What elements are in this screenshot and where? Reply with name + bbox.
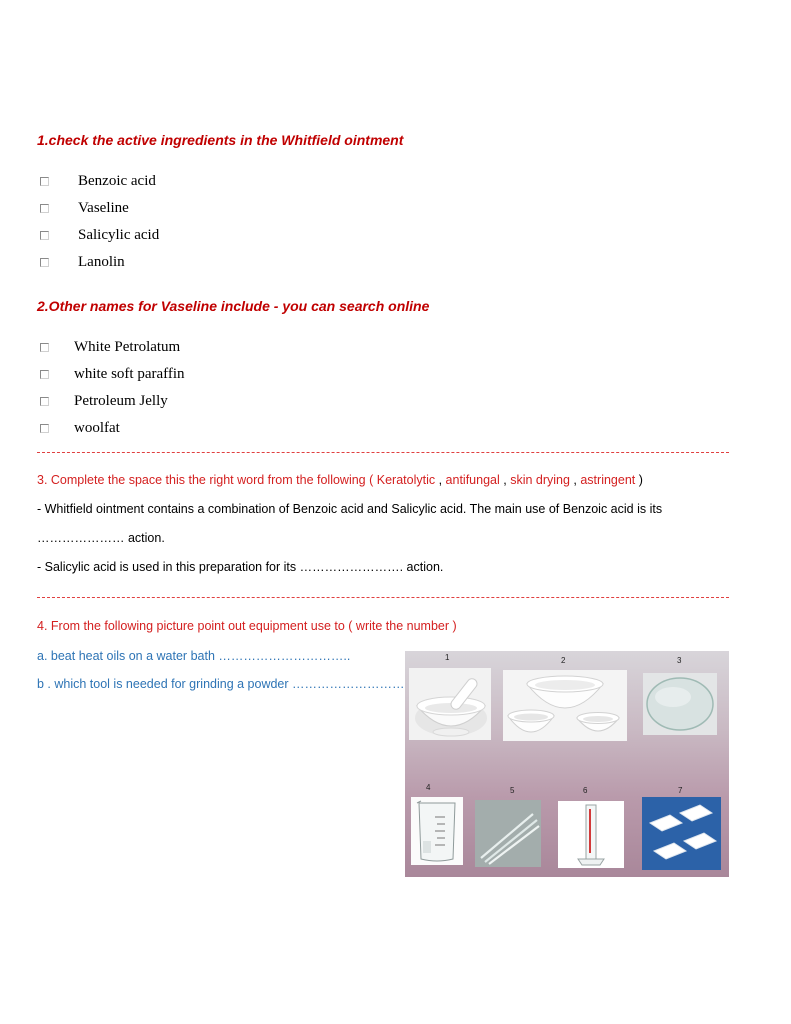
equipment-figure (405, 651, 729, 877)
equipment-number-6: 6 (583, 786, 588, 795)
equipment-number-5: 5 (510, 786, 515, 795)
question-3-prompt: 3. Complete the space this the right word from the following ( Keratolytic , antifungal , skin drying , astringent ) (37, 473, 643, 487)
prompt-prefix: 3. Complete the space this the right word from the following ( (37, 473, 374, 487)
equipment-number-3: 3 (677, 656, 682, 665)
option-label: Lanolin (78, 253, 125, 270)
q4-part-b[interactable]: b . which tool is needed for grinding a powder ……………………… (37, 677, 405, 691)
equipment-number-2: 2 (561, 656, 566, 665)
question-4-title: 4. From the following picture point out equipment use to ( write the number ) (37, 619, 457, 633)
q3-sentence-1: - Whitfield ointment contains a combination of Benzoic acid and Salicylic acid. The main use of Benzoic acid is its (37, 502, 663, 516)
prompt-suffix: ) (638, 473, 643, 487)
graduated-cylinder-image (558, 801, 624, 868)
weighing-boats-image (642, 797, 721, 870)
word-keratolytic: Keratolytic (376, 473, 436, 487)
checkbox[interactable] (40, 258, 49, 267)
equipment-number-7: 7 (678, 786, 683, 795)
question-2-title: 2.Other names for Vaseline include - you can search online (37, 298, 430, 314)
beaker-image (411, 797, 463, 865)
q2-option-white-petrolatum[interactable] (40, 338, 180, 356)
checkbox[interactable] (40, 397, 49, 406)
option-label: White Petrolatum (74, 338, 181, 355)
option-label: Salicylic acid (78, 226, 160, 243)
q2-option-white-soft-paraffin[interactable] (40, 365, 185, 383)
option-label: Petroleum Jelly (74, 392, 168, 409)
checkbox[interactable] (40, 343, 49, 352)
q1-option-vaseline[interactable] (40, 199, 129, 217)
q3-blank-1[interactable]: ………………… action. (37, 531, 165, 545)
word-antifungal: antifungal (445, 473, 500, 487)
q2-option-petroleum-jelly[interactable] (40, 392, 168, 410)
word-skin-drying: skin drying (510, 473, 570, 487)
option-label: woolfat (74, 419, 120, 436)
checkbox[interactable] (40, 204, 49, 213)
checkbox[interactable] (40, 231, 49, 240)
q4-part-a[interactable]: a. beat heat oils on a water bath ………………………….. (37, 649, 351, 663)
option-label: Vaseline (78, 199, 129, 216)
watch-glass-image (643, 673, 717, 735)
checkbox[interactable] (40, 370, 49, 379)
q3-sentence-2[interactable]: - Salicylic acid is used in this preparation for its ……………………. action. (37, 560, 444, 574)
checkbox[interactable] (40, 177, 49, 186)
q1-option-benzoic-acid[interactable] (40, 172, 156, 190)
checkbox[interactable] (40, 424, 49, 433)
q1-option-salicylic-acid[interactable] (40, 226, 159, 244)
word-astringent: astringent (580, 473, 636, 487)
separator (37, 452, 729, 453)
mortar-and-pestle-image (409, 668, 491, 740)
question-1-title: 1.check the active ingredients in the Whitfield ointment (37, 132, 404, 148)
option-label: white soft paraffin (74, 365, 185, 382)
evaporating-dishes-image (503, 670, 627, 741)
option-label: Benzoic acid (78, 172, 156, 189)
separator (37, 597, 729, 598)
q1-option-lanolin[interactable] (40, 253, 125, 271)
equipment-number-1: 1 (445, 653, 450, 662)
equipment-number-4: 4 (426, 783, 431, 792)
glass-rods-image (475, 800, 541, 867)
q2-option-woolfat[interactable] (40, 419, 120, 437)
